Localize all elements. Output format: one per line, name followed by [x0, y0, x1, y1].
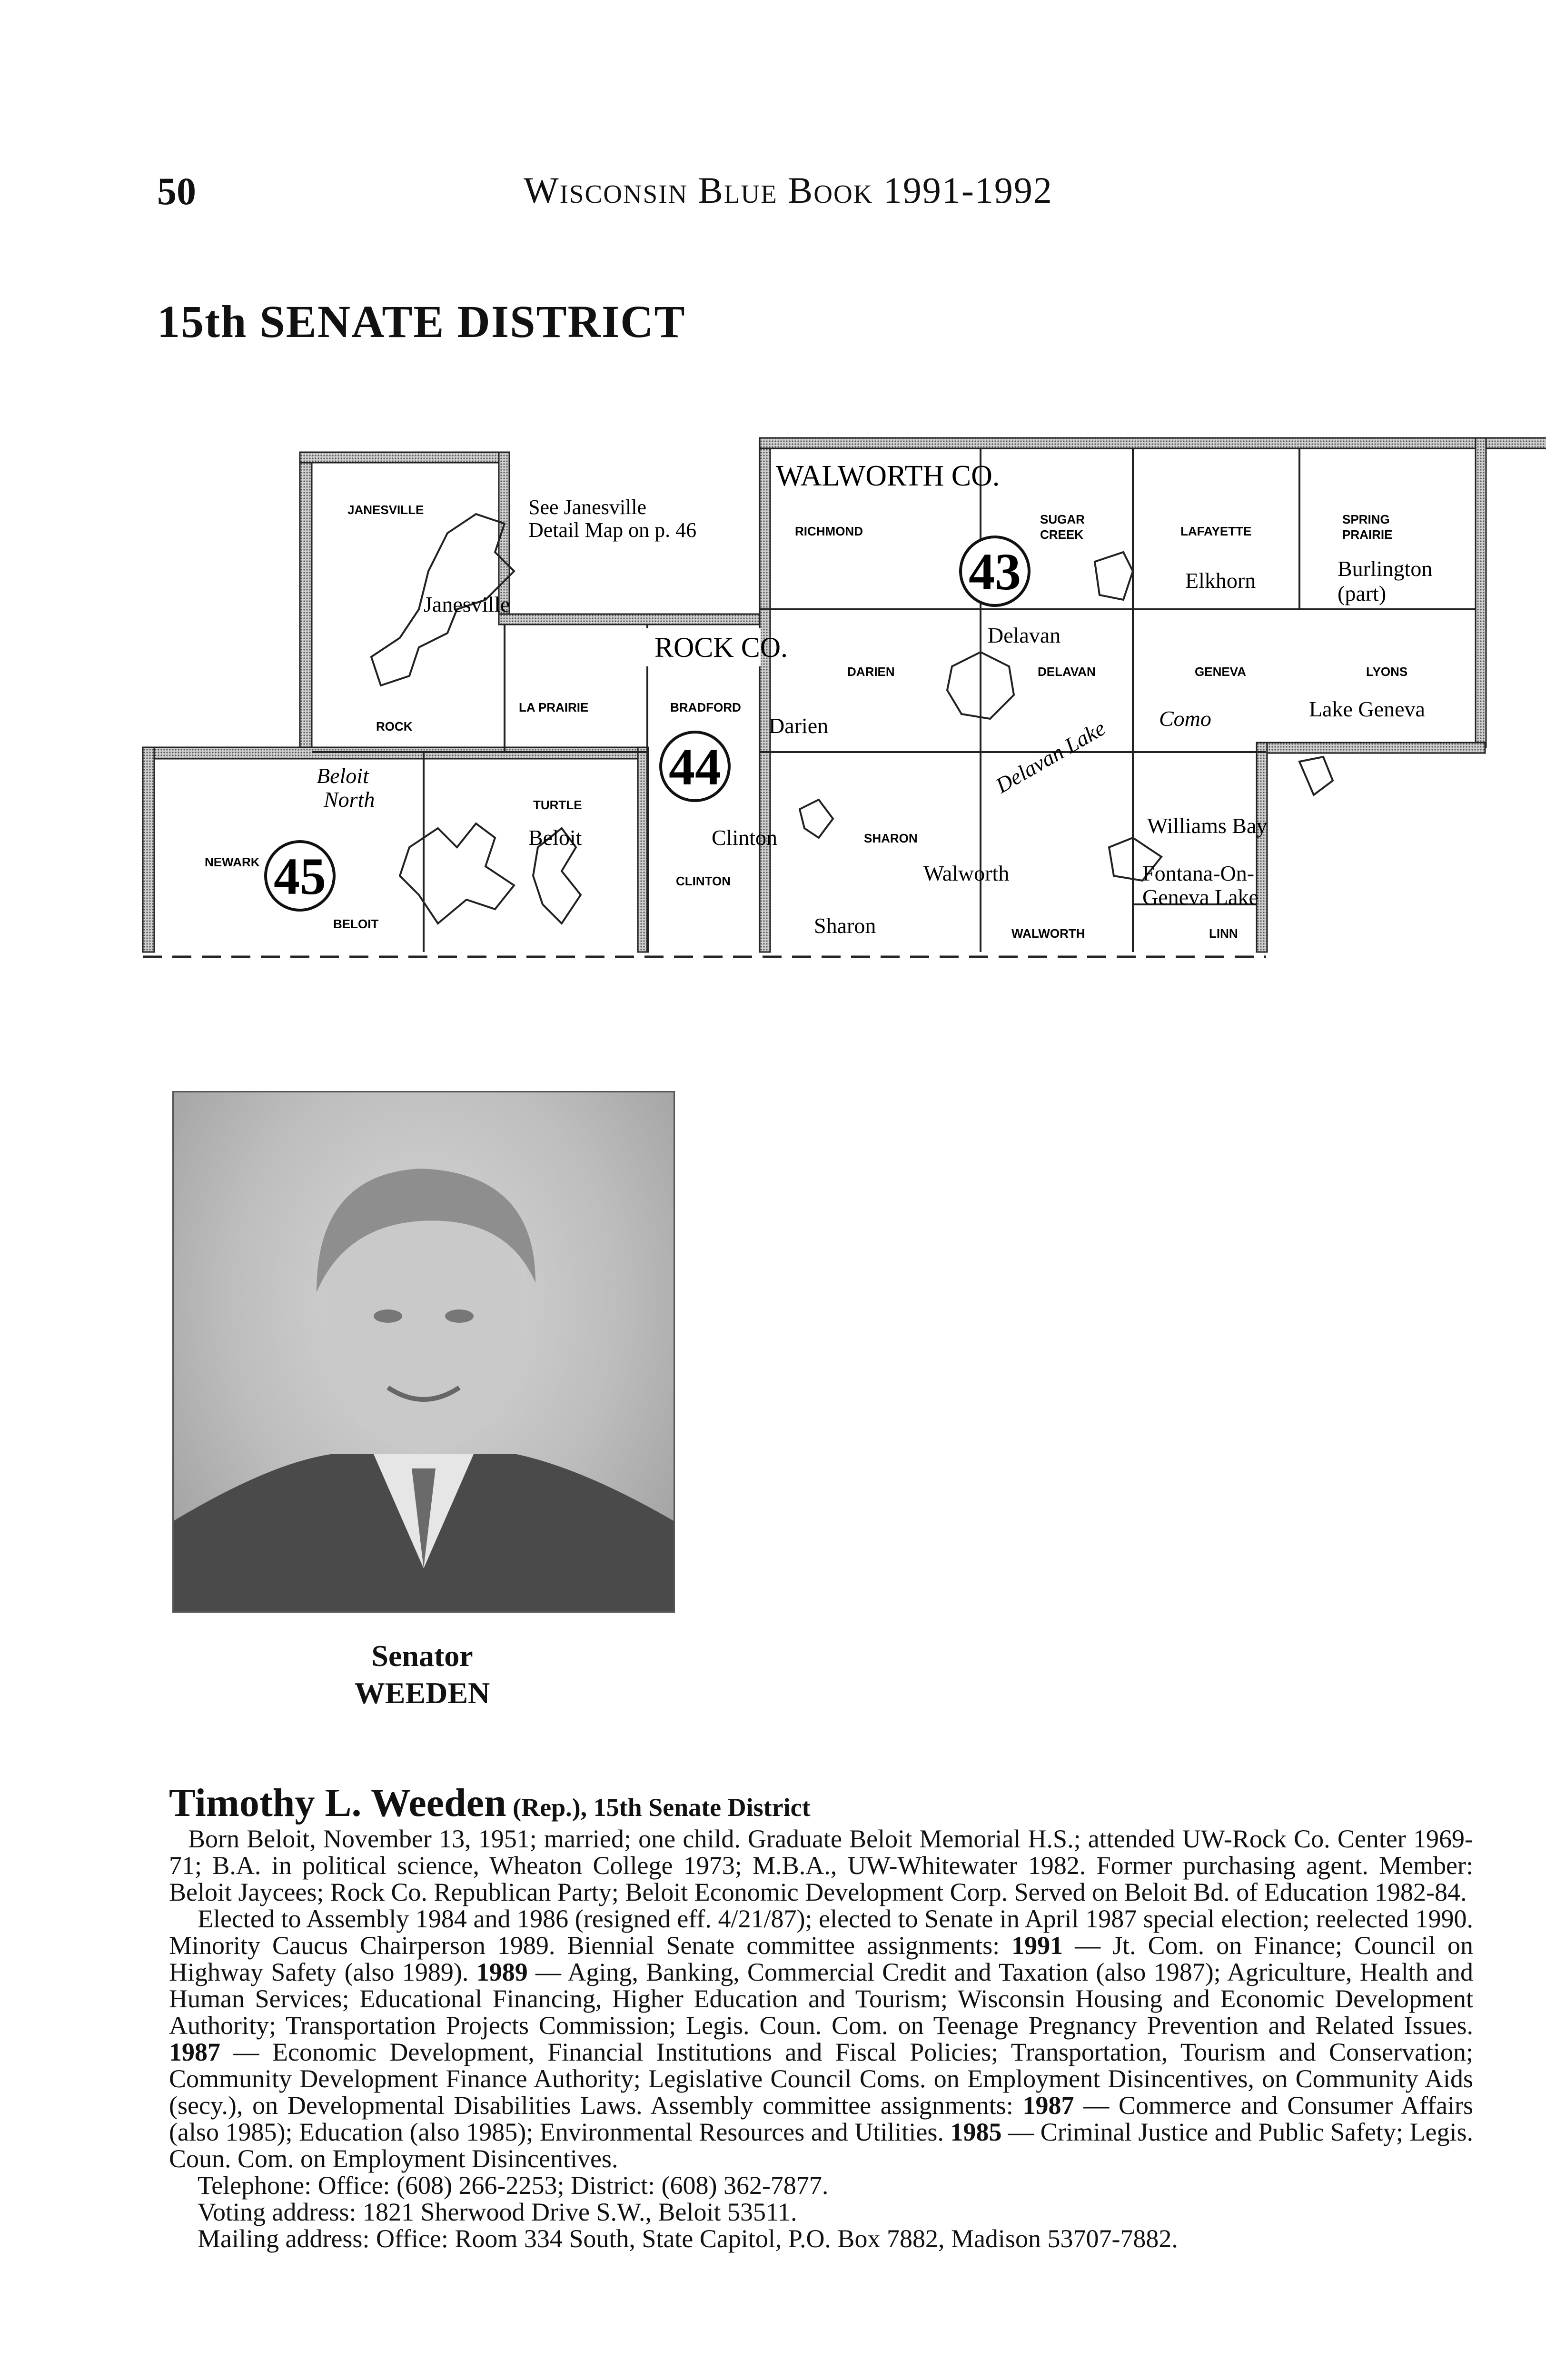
town-grid: [312, 448, 1476, 952]
place-label-fontana-1: Fontana-On-: [1142, 861, 1255, 885]
town-label-bradford: BRADFORD: [670, 700, 741, 714]
bio-telephone: Telephone: Office: (608) 266-2253; District: (608) 362-7877.: [198, 2171, 829, 2200]
district-map: [143, 428, 1433, 976]
place-label-darien: Darien: [769, 714, 829, 738]
town-label-newark: NEWARK: [205, 855, 260, 869]
place-label-beloit-north-1: Beloit: [317, 764, 369, 788]
senator-name: Timothy L. Weeden: [169, 1781, 506, 1825]
town-label-geneva: GENEVA: [1195, 664, 1246, 679]
bio-heading: [169, 1781, 1473, 1825]
bio-text-c: — Aging, Banking, Commercial Credit and Taxation (also 1987); Agriculture, Health and Human Services; Educational Financing, Higher Education and Tourism; Wisconsin Housing and Economic Development Authority; Transportation Projects Commission; Legis. Coun. Com. on Teenage Pregnancy Prevention and Related Issues.: [169, 1958, 1473, 2040]
biography: [169, 1781, 1474, 2253]
town-label-spring-prairie-1: SPRING: [1342, 512, 1390, 526]
town-label-janesville: JANESVILLE: [347, 503, 424, 517]
photo-caption: [172, 1637, 672, 1712]
bio-text-a: Elected to Assembly 1984 and 1986 (resigned eff. 4/21/87); elected to Senate in April 1987 special election; reelected 1990. Minority Caucus Chairperson 1989. Biennial Senate committee assignments:: [169, 1904, 1473, 1960]
bio-year-1987-senate: 1987: [169, 2038, 220, 2066]
place-label-como: Como: [1159, 706, 1211, 731]
photo-caption-name: WEEDEN: [354, 1676, 490, 1710]
place-label-lake-geneva: Lake Geneva: [1309, 697, 1425, 721]
town-label-spring-prairie-2: PRAIRIE: [1342, 527, 1393, 542]
running-head: [524, 169, 1053, 212]
senator-portrait-image: [174, 1092, 674, 1611]
assembly-district-45-marker: [266, 842, 334, 910]
bio-year-1991: 1991: [1011, 1931, 1063, 1960]
place-label-beloit-north-2: North: [324, 787, 375, 812]
bio-year-1987-assembly: 1987: [1022, 2091, 1074, 2120]
town-label-walworth: WALWORTH: [1011, 926, 1085, 941]
senator-photo: [172, 1091, 675, 1613]
place-label-burlington-2: (part): [1338, 581, 1387, 605]
bio-text-d: — Economic Development, Financial Institutions and Fiscal Policies; Transportation, Tourism and Conservation; Community Development Finance Authority; Legislative Council Coms. on Employment Disincentives, on Community Aids (secy.), on Developmental Disabilities Laws. Assembly committee assignments:: [169, 2038, 1473, 2120]
town-label-sugar-creek-2: CREEK: [1040, 527, 1084, 542]
town-label-darien: DARIEN: [847, 664, 895, 679]
senator-district: 15th Senate District: [593, 1793, 811, 1822]
bio-year-1989: 1989: [476, 1958, 528, 1986]
town-label-beloit: BELOIT: [333, 917, 379, 931]
town-label-richmond: RICHMOND: [795, 524, 863, 538]
assembly-district-45: 45: [274, 847, 326, 905]
running-head-text: Wisconsin Blue Book 1991-1992: [524, 169, 1053, 211]
place-label-clinton: Clinton: [712, 825, 778, 850]
place-label-williams-bay: Williams Bay: [1147, 813, 1268, 838]
town-label-delavan: DELAVAN: [1038, 664, 1096, 679]
place-label-fontana-2: Geneva Lake: [1142, 885, 1259, 909]
bio-voting-address: Voting address: 1821 Sherwood Drive S.W., Beloit 53511.: [198, 2198, 797, 2226]
assembly-district-44-marker: [661, 732, 729, 801]
bio-text-e: — Commerce and Consumer Affairs (also 1985); Education (also 1985); Environmental Resources and Utilities.: [169, 2091, 1473, 2146]
place-label-elkhorn: Elkhorn: [1185, 568, 1256, 593]
place-label-delavan: Delavan: [988, 623, 1061, 647]
assembly-district-44: 44: [669, 738, 721, 796]
detail-note-line1: See Janesville: [528, 496, 647, 519]
bio-paragraph-personal: Born Beloit, November 13, 1951; married; one child. Graduate Beloit Memorial H.S.; attended UW-Rock Co. Center 1969-71; B.A. in political science, Wheaton College 1973; M.B.A., UW-Whitewater 1982. Former purchasing agent. Member: Beloit Jaycees; Rock Co. Republican Party; Beloit Economic Development Corp. Served on Beloit Bd. of Education 1982-84.: [169, 1825, 1473, 1906]
place-label-burlington-1: Burlington: [1338, 556, 1433, 581]
county-label-rock: ROCK CO.: [654, 632, 788, 663]
county-label-walworth: WALWORTH CO.: [776, 460, 1000, 492]
town-label-turtle: TURTLE: [533, 798, 582, 812]
place-label-beloit: Beloit: [528, 825, 582, 850]
town-label-la-prairie: LA PRAIRIE: [519, 700, 589, 714]
town-label-sharon: SHARON: [864, 831, 918, 845]
town-label-rock: ROCK: [376, 719, 413, 734]
place-label-walworth: Walworth: [923, 861, 1010, 885]
page-title: 15th SENATE DISTRICT: [157, 296, 686, 347]
town-label-clinton: CLINTON: [676, 874, 731, 888]
town-label-lyons: LYONS: [1366, 664, 1408, 679]
bio-text-f: — Criminal Justice and Public Safety; Legis. Coun. Com. on Employment Disincentives.: [169, 2118, 1473, 2173]
detail-note-line2: Detail Map on p. 46: [528, 518, 697, 542]
town-label-sugar-creek-1: SUGAR: [1040, 512, 1085, 526]
photo-caption-title: Senator: [371, 1639, 473, 1673]
bio-year-1985: 1985: [950, 2118, 1002, 2146]
bio-paragraph-legislative: [169, 1905, 1473, 2172]
place-label-sharon: Sharon: [814, 913, 876, 938]
senator-party: (Rep.),: [513, 1793, 587, 1822]
page-number: 50: [157, 169, 196, 213]
assembly-district-43: 43: [969, 543, 1021, 601]
town-label-linn: LINN: [1209, 926, 1238, 941]
town-label-lafayette: LAFAYETTE: [1180, 524, 1252, 538]
bio-mailing-address: Mailing address: Office: Room 334 South, State Capitol, P.O. Box 7882, Madison 53707-7882.: [198, 2224, 1178, 2253]
place-label-delavan-lake: Delavan Lake: [991, 715, 1110, 798]
bio-text-b: — Jt. Com. on Finance; Council on Highway Safety (also 1989).: [169, 1931, 1474, 1986]
place-label-janesville: Janesville: [424, 592, 510, 616]
assembly-district-43-marker: [961, 537, 1029, 605]
